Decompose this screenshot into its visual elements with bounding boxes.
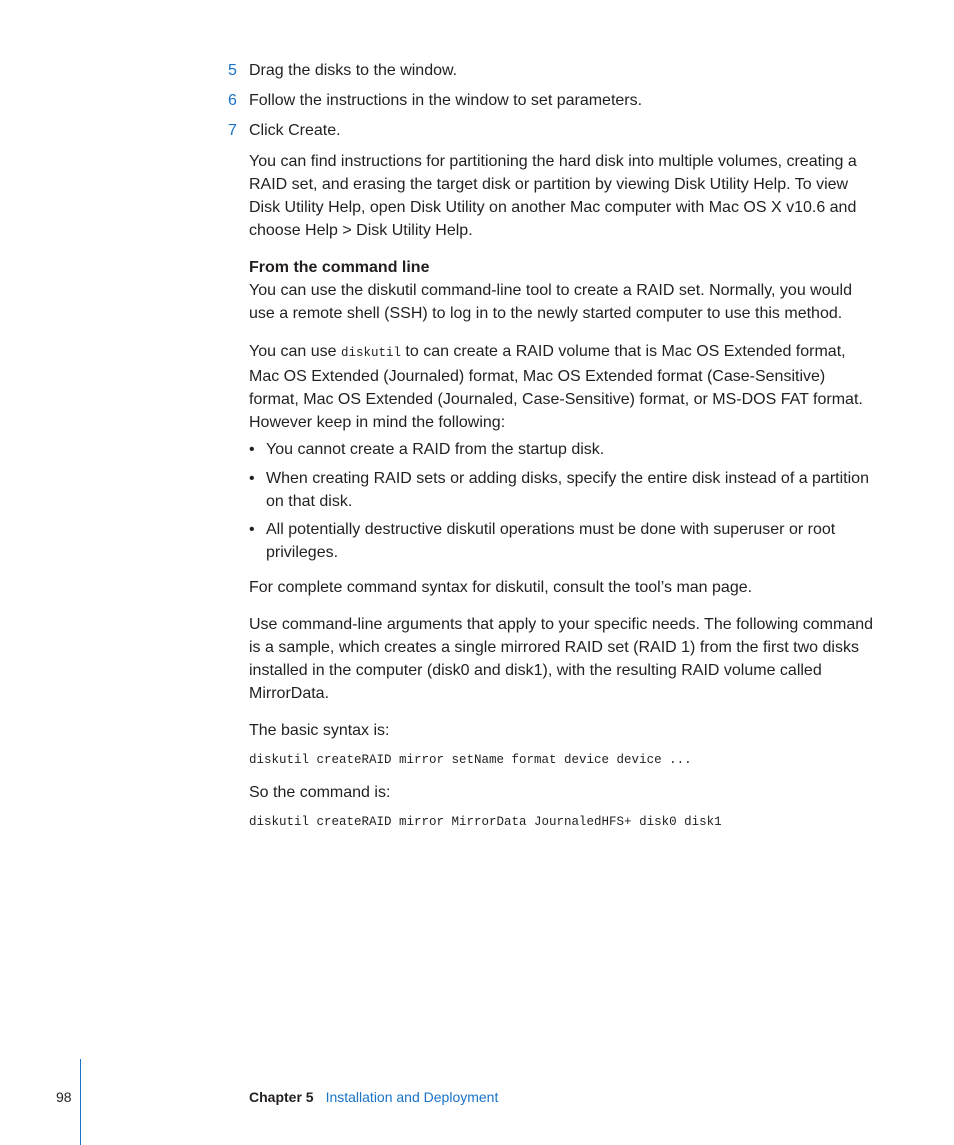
bullet-text: When creating RAID sets or adding disks, specify the entire disk instead of a partition on that disk. [266,470,869,510]
paragraph-command-line: You can use the diskutil command-line tool to create a RAID set. Normally, you would use a remote shell (SSH) to log in to the newly started computer to use this method. [249,282,852,322]
step-text: Drag the disks to the window. [249,62,458,79]
code-basic-syntax: diskutil createRAID mirror setName format device device ... [249,753,692,767]
list-item [249,518,869,564]
paragraph-complete-syntax: For complete command syntax for diskutil, consult the tool’s man page. [249,579,753,596]
paragraph-find-instructions: You can find instructions for partitioning the hard disk into multiple volumes, creating a RAID set, and erasing the target disk or partition by viewing Disk Utility Help. To view Disk Utility Help, open Disk Utility on another Mac computer with Mac OS X v10.6 and choose Help > Disk Utility Help. [249,153,857,239]
bullet-mark: • [249,470,255,487]
paragraph-diskutil-prefix: You can use [249,343,341,360]
bullet-mark: • [249,441,255,458]
step-text: Click Create. [249,122,341,139]
page-number: 98 [56,1089,72,1105]
bullet-mark: • [249,521,255,538]
step-number: 6 [228,92,237,109]
bullet-text: All potentially destructive diskutil operations must be done with superuser or root privileges. [266,521,836,561]
step-number: 5 [228,62,237,79]
section-heading-command-line: From the command line [249,259,430,276]
footer-chapter [249,1089,498,1105]
footer-rule [80,1059,81,1145]
command-label: So the command is: [249,784,391,801]
basic-syntax-label: The basic syntax is: [249,722,390,739]
list-item [249,438,869,461]
paragraph-diskutil-suffix: to can create a RAID volume that is Mac OS Extended format, Mac OS Extended (Journaled) format, Mac OS Extended format (Case-Sensitive) format, Mac OS Extended (Journaled, Case-Sensitive) format, or MS-DOS FAT format. However keep in mind the following: [249,343,863,431]
step-text: Follow the instructions in the window to set parameters. [249,92,643,109]
step-5 [228,61,457,81]
step-7 [228,121,341,141]
inline-code-diskutil: diskutil [340,346,401,360]
paragraph-arguments: Use command-line arguments that apply to your specific needs. The following command is a sample, which creates a single mirrored RAID set (RAID 1) from the first two disks installed in the computer (disk0 and disk1), with the resulting RAID volume called MirrorData. [249,616,874,702]
step-6 [228,91,642,111]
paragraph-diskutil [249,340,879,434]
bullet-text: You cannot create a RAID from the startup disk. [266,441,605,458]
footer-chapter-number: Chapter 5 [249,1089,314,1105]
step-number: 7 [228,122,237,139]
footer-chapter-title: Installation and Deployment [325,1089,499,1105]
code-command: diskutil createRAID mirror MirrorData JournaledHFS+ disk0 disk1 [249,815,722,829]
list-item [249,467,869,513]
